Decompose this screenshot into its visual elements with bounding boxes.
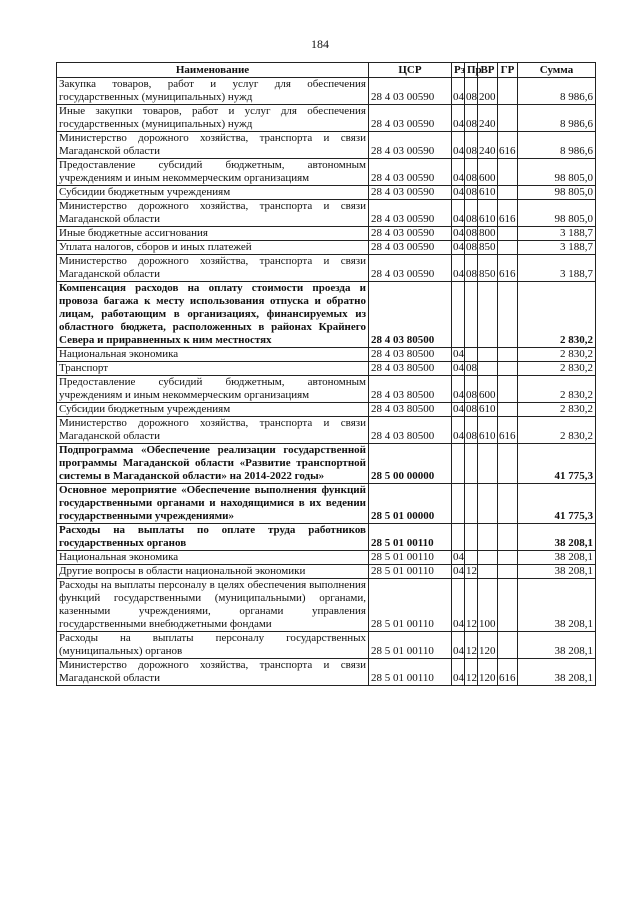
cell-pr [465,444,478,484]
cell-vr [478,362,498,376]
cell-vr: 610 [479,403,496,415]
cell-sum: 98 805,0 [518,186,596,200]
table-row [57,417,596,444]
table-row [57,632,596,659]
cell-vr: 610 [478,417,498,444]
cell-rz: 04 [452,659,465,686]
cell-name: Расходы на выплаты персоналу в целях обеспечения выполнения функций государственными (муниципальными) органами, казенными учреждениями, органами управления государственными внебюджетными фондами [57,579,369,632]
cell-name: Подпрограмма «Обеспечение реализации государственной программы Магаданской области «Развитие транспортной системы в Магаданской области» на 2014-2022 годы» [57,444,369,484]
cell-name: Министерство дорожного хозяйства, транспорта и связи Магаданской области [57,132,369,159]
cell-vr [478,551,498,565]
table-row [57,105,596,132]
page-number: 184 [311,37,329,51]
cell-csr: 28 5 00 00000 [369,444,452,484]
cell-name: Расходы на выплаты персоналу государственных (муниципальных) органов [57,632,369,659]
cell-sum: 38 208,1 [518,659,596,686]
cell-name: Уплата налогов, сборов и иных платежей [57,241,369,255]
cell-rz: 04 [452,105,465,132]
cell-sum: 41 775,3 [518,444,596,484]
cell-sum: 2 830,2 [518,376,596,403]
cell-pr: 08 [466,362,477,374]
cell-csr: 28 4 03 80500 [369,376,452,403]
cell-rz: 04 [453,227,464,239]
cell-sum: 2 830,2 [518,362,596,376]
cell-gr [498,105,518,132]
cell-pr: 08 [465,200,478,227]
cell-csr: 28 4 03 00590 [369,227,452,241]
cell-gr [498,632,518,659]
cell-csr: 28 5 01 00110 [369,524,452,551]
cell-rz: 04 [452,376,465,403]
cell-vr: 850 [478,255,498,282]
cell-name: Предоставление субсидий бюджетным, автономным учреждениям и иным некоммерческим организациям [57,376,369,403]
cell-sum: 2 830,2 [518,348,596,362]
cell-vr: 600 [478,376,498,403]
table-row [57,255,596,282]
cell-csr: 28 5 01 00000 [369,484,452,524]
cell-name: Министерство дорожного хозяйства, транспорта и связи Магаданской области [57,659,369,686]
table-row [57,484,596,524]
table-row [57,403,596,417]
cell-vr: 240 [478,132,498,159]
cell-rz: 04 [452,632,465,659]
cell-rz: 04 [452,579,465,632]
cell-vr [478,565,498,579]
header-pr: Пр [465,63,478,78]
cell-sum: 41 775,3 [518,484,596,524]
table-row [57,524,596,551]
cell-sum: 3 188,7 [518,227,596,241]
cell-csr: 28 4 03 00590 [369,132,452,159]
cell-sum: 2 830,2 [518,403,596,417]
cell-gr [498,579,518,632]
cell-rz: 04 [453,186,464,198]
cell-vr: 800 [479,227,496,239]
cell-csr: 28 4 03 00590 [369,78,452,105]
table-row [57,282,596,348]
cell-sum: 38 208,1 [518,565,596,579]
cell-rz: 04 [452,417,465,444]
table-row [57,579,596,632]
cell-pr: 08 [465,376,478,403]
header-vr: ВР [478,63,498,78]
cell-gr [498,444,518,484]
cell-pr [465,282,478,348]
cell-name: Основное мероприятие «Обеспечение выполнения функций государственными органами и находящимися в их ведении государственными учреждениями» [57,484,369,524]
cell-name: Иные закупки товаров, работ и услуг для обеспечения государственных (муниципальных) нужд [57,105,369,132]
cell-vr [478,524,498,551]
cell-gr: 616 [498,417,518,444]
cell-name: Предоставление субсидий бюджетным, автономным учреждениям и иным некоммерческим организациям [57,159,369,186]
header-sum: Сумма [518,63,596,78]
table-header-row [57,63,596,78]
cell-csr: 28 4 03 00590 [369,105,452,132]
cell-rz: 04 [452,200,465,227]
cell-pr: 08 [465,78,478,105]
header-csr: ЦСР [369,63,452,78]
cell-csr: 28 4 03 00590 [369,186,452,200]
cell-gr [498,376,518,403]
cell-sum: 98 805,0 [518,200,596,227]
cell-sum: 8 986,6 [518,78,596,105]
cell-pr: 08 [465,132,478,159]
cell-pr: 12 [466,565,477,577]
cell-csr: 28 5 01 00110 [369,565,452,579]
cell-vr: 610 [479,186,496,198]
cell-gr [498,484,518,524]
cell-vr: 850 [479,241,496,253]
cell-pr [465,551,478,565]
cell-pr [465,348,478,362]
cell-name: Иные бюджетные ассигнования [57,227,369,241]
table-row [57,444,596,484]
cell-pr: 08 [466,241,477,253]
cell-gr [498,78,518,105]
cell-pr: 12 [465,579,478,632]
cell-gr [498,403,518,417]
cell-pr: 08 [465,255,478,282]
cell-name: Транспорт [57,362,369,376]
cell-sum: 38 208,1 [518,551,596,565]
cell-gr: 616 [498,255,518,282]
cell-gr [498,282,518,348]
cell-rz: 04 [453,565,464,577]
cell-vr: 240 [478,105,498,132]
budget-table [56,62,596,686]
cell-pr: 08 [465,417,478,444]
cell-sum: 3 188,7 [518,255,596,282]
cell-gr [498,362,518,376]
cell-rz: 04 [453,551,464,563]
table-row [57,186,596,200]
cell-pr: 08 [465,105,478,132]
cell-vr: 120 [478,632,498,659]
cell-pr [465,524,478,551]
table-row [57,659,596,686]
table-row [57,551,596,565]
cell-name: Субсидии бюджетным учреждениям [57,186,369,200]
cell-rz: 04 [453,403,464,415]
cell-csr: 28 5 01 00110 [369,579,452,632]
cell-vr: 200 [478,78,498,105]
cell-name: Министерство дорожного хозяйства, транспорта и связи Магаданской области [57,255,369,282]
header-gr: ГР [498,63,518,78]
table-row [57,159,596,186]
cell-vr: 610 [478,200,498,227]
cell-pr [465,484,478,524]
cell-rz: 04 [452,255,465,282]
header-rz: Рз [452,63,465,78]
cell-sum: 38 208,1 [518,524,596,551]
cell-vr [478,444,498,484]
cell-csr: 28 4 03 80500 [369,362,452,376]
cell-csr: 28 4 03 80500 [369,348,452,362]
cell-csr: 28 4 03 00590 [369,241,452,255]
cell-vr [478,484,498,524]
cell-gr: 616 [498,659,518,686]
cell-gr [498,227,518,241]
table-row [57,565,596,579]
cell-pr: 12 [465,632,478,659]
cell-rz [452,444,465,484]
cell-csr: 28 4 03 80500 [369,417,452,444]
cell-rz [452,524,465,551]
table-row [57,362,596,376]
table-row [57,376,596,403]
table-row [57,348,596,362]
cell-gr: 616 [498,200,518,227]
cell-rz: 04 [452,159,465,186]
cell-vr: 120 [478,659,498,686]
cell-pr: 08 [466,403,477,415]
cell-gr [498,348,518,362]
cell-csr: 28 5 01 00110 [369,551,452,565]
table-row [57,132,596,159]
table-row [57,200,596,227]
cell-name: Субсидии бюджетным учреждениям [57,403,369,417]
cell-rz [452,282,465,348]
cell-csr: 28 5 01 00110 [369,632,452,659]
cell-rz [452,484,465,524]
cell-sum: 3 188,7 [518,241,596,255]
cell-name: Другие вопросы в области национальной экономики [57,565,369,579]
cell-sum: 8 986,6 [518,132,596,159]
cell-sum: 38 208,1 [518,632,596,659]
cell-pr: 08 [465,159,478,186]
header-name: Наименование [57,63,369,78]
cell-gr [498,159,518,186]
cell-rz: 04 [453,241,464,253]
cell-sum: 38 208,1 [518,579,596,632]
cell-gr: 616 [498,132,518,159]
cell-gr [498,186,518,200]
table-row [57,227,596,241]
cell-vr [478,348,498,362]
cell-rz: 04 [453,362,464,374]
cell-vr: 100 [478,579,498,632]
cell-csr: 28 4 03 00590 [369,200,452,227]
cell-sum: 98 805,0 [518,159,596,186]
cell-sum: 2 830,2 [518,282,596,348]
cell-name: Закупка товаров, работ и услуг для обеспечения государственных (муниципальных) нужд [57,78,369,105]
cell-name: Министерство дорожного хозяйства, транспорта и связи Магаданской области [57,417,369,444]
cell-pr: 08 [466,186,477,198]
cell-vr: 600 [478,159,498,186]
cell-sum: 8 986,6 [518,105,596,132]
cell-gr [498,241,518,255]
cell-pr: 12 [465,659,478,686]
cell-name: Расходы на выплаты по оплате труда работников государственных органов [57,524,369,551]
cell-csr: 28 4 03 80500 [369,282,452,348]
cell-csr: 28 4 03 00590 [369,159,452,186]
table-row [57,78,596,105]
cell-pr: 08 [466,227,477,239]
cell-sum: 2 830,2 [518,417,596,444]
cell-csr: 28 4 03 00590 [369,255,452,282]
cell-gr [498,524,518,551]
cell-csr: 28 4 03 80500 [369,403,452,417]
table-row [57,241,596,255]
cell-rz: 04 [452,78,465,105]
cell-name: Национальная экономика [57,551,369,565]
cell-name: Национальная экономика [57,348,369,362]
table-body [57,78,596,686]
cell-gr [498,551,518,565]
cell-gr [498,565,518,579]
cell-name: Министерство дорожного хозяйства, транспорта и связи Магаданской области [57,200,369,227]
cell-vr [478,282,498,348]
cell-csr: 28 5 01 00110 [369,659,452,686]
cell-rz: 04 [453,348,464,360]
cell-rz: 04 [452,132,465,159]
cell-name: Компенсация расходов на оплату стоимости проезда и провоза багажа к месту использования отпуска и обратно лицам, работающим в организациях, финансируемых из областного бюджета, расположенных в районах Крайнего Севера и приравненных к ним местностях [57,282,369,348]
